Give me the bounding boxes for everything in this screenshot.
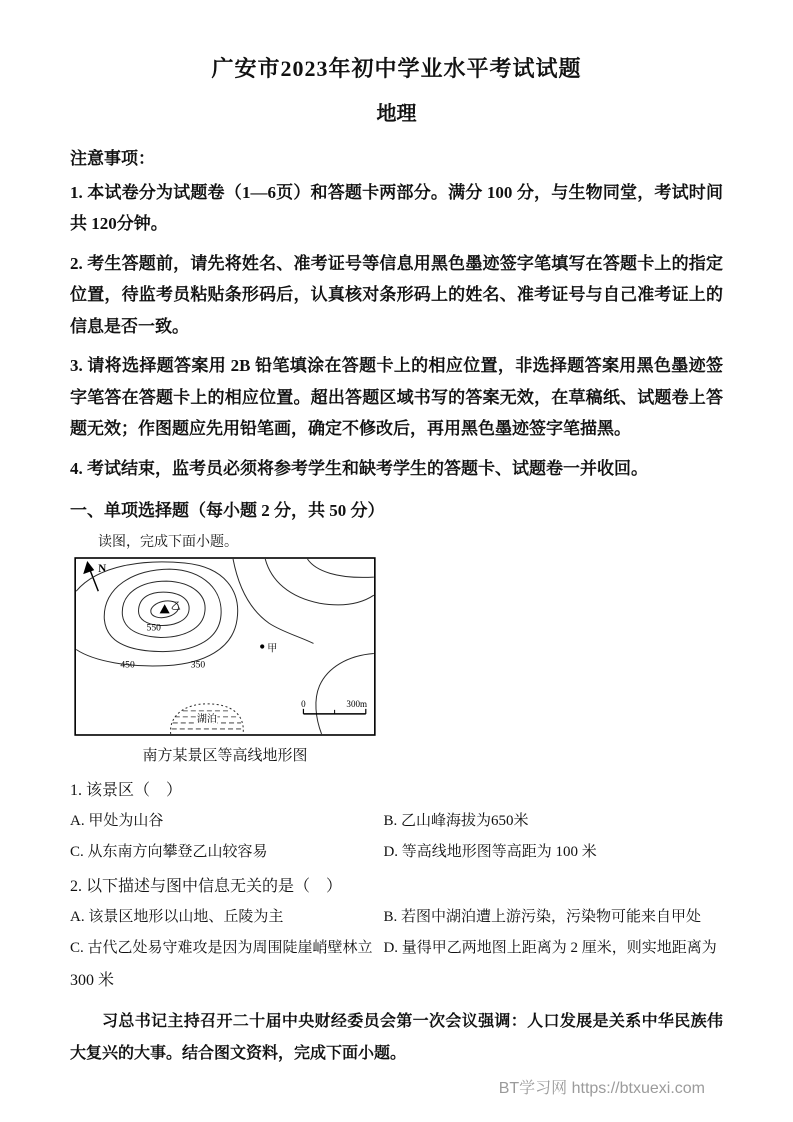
question-2-option-c: C. 古代乙处易守难攻是因为周围陡崖峭壁林立	[70, 939, 373, 956]
question-1	[70, 777, 723, 861]
question-2-option-d-overflow: 300 米	[70, 971, 115, 989]
map-label-450: 450	[120, 659, 135, 671]
map-label-north: N	[98, 563, 107, 576]
notice-item-2: 2. 考生答题前，请先将姓名、准考证号等信息用黑色墨迹签字笔填写在答题卡上的指定位置，待监考员粘贴条形码后，认真核对条形码上的姓名、准考证号与自己准考证上的信息是否一致。	[70, 253, 723, 336]
question-1-option-a: A. 甲处为山谷	[70, 812, 164, 829]
exam-subject: 地理	[376, 103, 417, 125]
question-1-stem: 1. 该景区（ ）	[70, 781, 183, 799]
contour-map	[74, 557, 376, 736]
question-2-option-d: D. 量得甲乙两地图上距离为 2 厘米，则实地距离为	[383, 939, 717, 956]
question-2	[70, 873, 723, 990]
map-label-lake: 湖泊	[196, 713, 217, 725]
map-caption: 南方某景区等高线地形图	[142, 747, 308, 764]
scale-zero-label: 0	[301, 698, 306, 709]
question-1-option-b: B. 乙山峰海拔为650米	[383, 812, 529, 829]
map-label-jia: 甲	[267, 643, 278, 655]
watermark-footer: BT学习网 https://btxuexi.com	[498, 1080, 705, 1097]
notice-item-1: 1. 本试卷分为试题卷（1—6页）和答题卡两部分。满分 100 分，与生物同堂，考试时间共 120分钟。	[70, 183, 723, 234]
contour-map-figure	[74, 557, 376, 765]
point-jia-dot	[260, 644, 264, 648]
section-one-heading: 一、单项选择题（每小题 2 分，共 50 分）	[70, 500, 385, 520]
question-2-option-b: B. 若图中湖泊遭上游污染，污染物可能来自甲处	[383, 908, 701, 925]
question-2-options	[70, 905, 723, 957]
question-2-option-a: A. 该景区地形以山地、丘陵为主	[70, 908, 284, 925]
scale-end-label: 300m	[346, 698, 368, 709]
question-1-option-d: D. 等高线地形图等高距为 100 米	[383, 843, 597, 860]
question-1-option-c: C. 从东南方向攀登乙山较容易	[70, 843, 268, 860]
notice-item-3: 3. 请将选择题答案用 2B 铅笔填涂在答题卡上的相应位置，非选择题答案用黑色墨迹签字笔答在答题卡上的相应位置。超出答题区域书写的答案无效，在草稿纸、试题卷上答题无效；作图题应先用铅笔画，确定不修改后，再用黑色墨迹签字笔描黑。	[70, 356, 723, 439]
map-label-550: 550	[146, 622, 161, 634]
question-1-options	[70, 809, 723, 861]
exam-title: 广安市2023年初中学业水平考试试题	[211, 56, 582, 81]
passage-paragraph: 习总书记主持召开二十届中央财经委员会第一次会议强调：人口发展是关系中华民族伟大复兴的大事。结合图文资料，完成下面小题。	[70, 1012, 723, 1062]
notice-item-4: 4. 考试结束，监考员必须将参考学生和缺考学生的答题卡、试题卷一并收回。	[70, 458, 648, 478]
notices-heading: 注意事项：	[70, 149, 155, 168]
map-label-peak: 乙	[170, 601, 181, 613]
question-2-stem: 2. 以下描述与图中信息无关的是（ ）	[70, 877, 343, 895]
reading-intro: 读图，完成下面小题。	[98, 534, 238, 550]
map-label-350: 350	[190, 659, 206, 671]
